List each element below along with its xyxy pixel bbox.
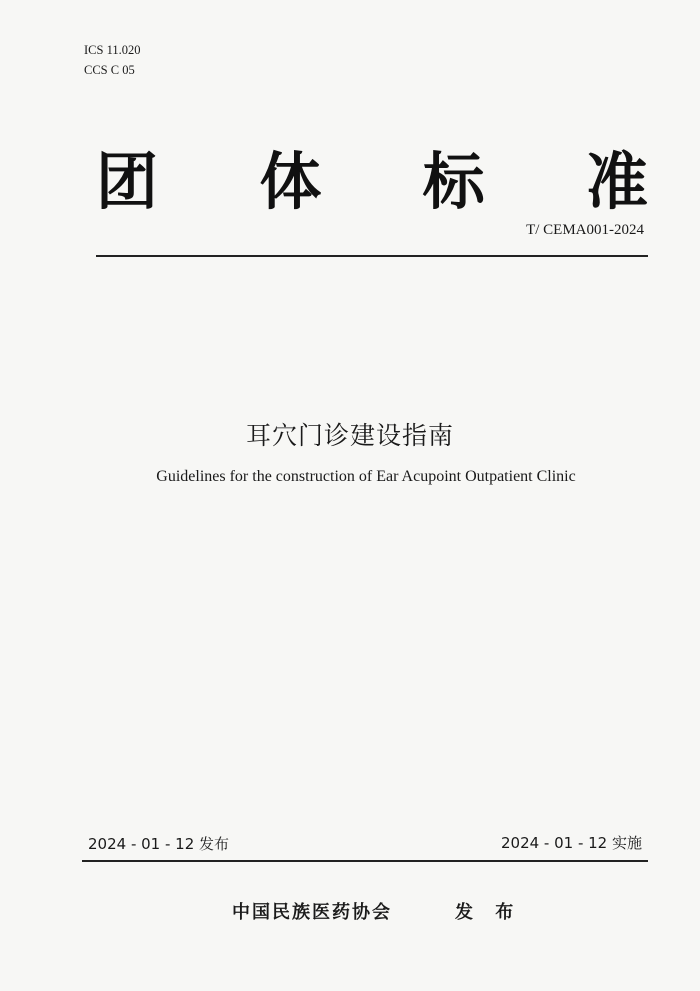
document-type-heading [96, 146, 648, 218]
heading-char: 体 [259, 145, 322, 218]
ccs-code: CCS C 05 [84, 63, 135, 77]
ics-code: ICS 11.020 [84, 43, 141, 57]
top-divider [96, 255, 648, 257]
title-chinese: 耳穴门诊建设指南 [245, 421, 454, 450]
publisher-name: 中国民族医药协会 [232, 902, 392, 923]
heading-char: 标 [422, 145, 485, 218]
heading-char: 团 [96, 145, 159, 218]
publish-label: 发 布 [455, 902, 522, 923]
release-date: 2024 - 01 - 12 发布 [88, 835, 230, 853]
title-english: Guidelines for the construction of Ear Acupoint Outpatient Clinic [156, 468, 576, 485]
standard-code: T/ CEMA001-2024 [526, 222, 644, 238]
classification-codes [84, 40, 141, 80]
bottom-divider [82, 860, 648, 862]
implementation-date: 2024 - 01 - 12 实施 [500, 834, 642, 852]
heading-char: 准 [585, 145, 648, 218]
